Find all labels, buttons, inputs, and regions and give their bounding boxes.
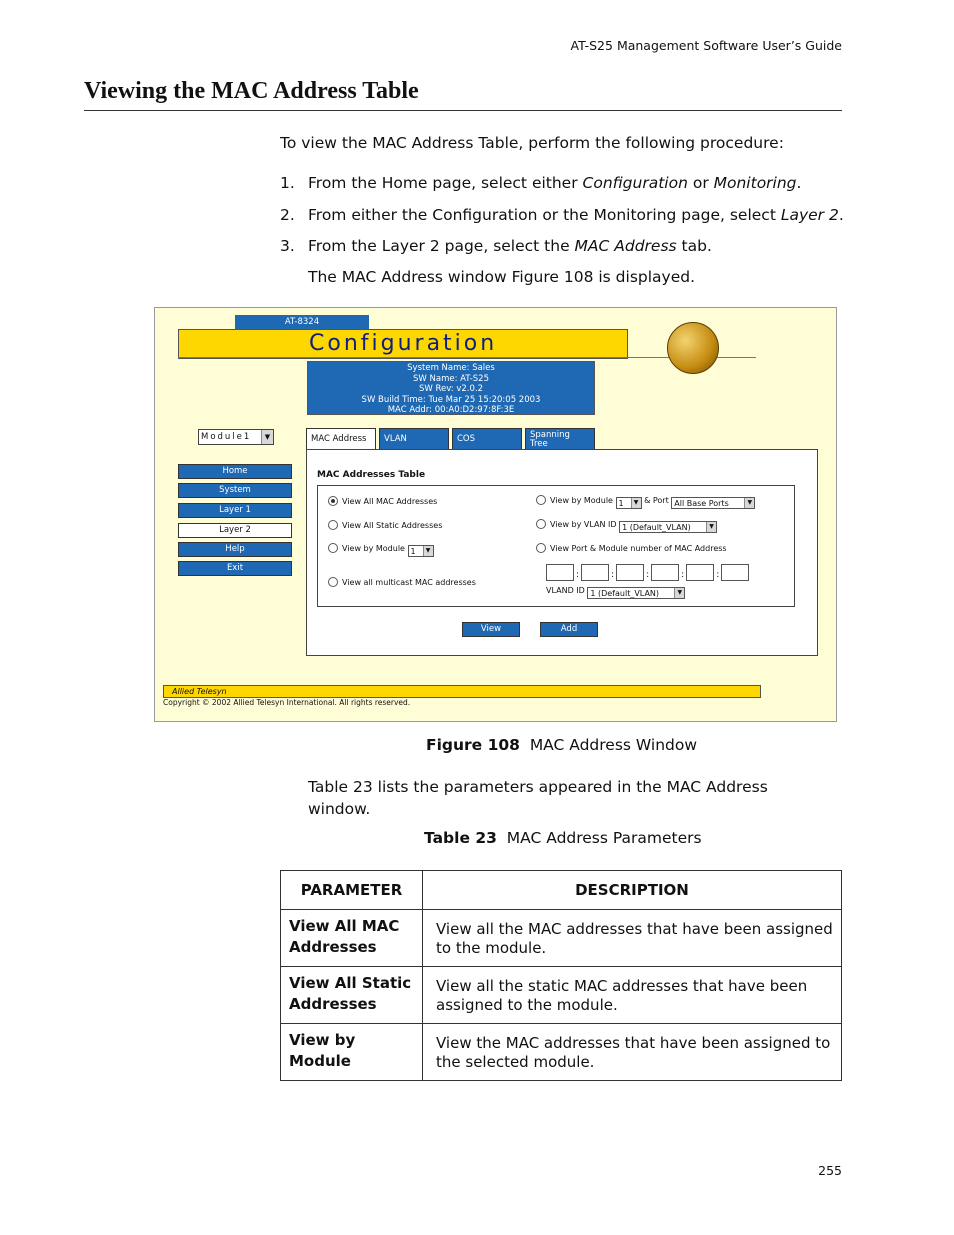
option-view-multicast[interactable]: View all multicast MAC addresses: [328, 577, 476, 587]
chevron-down-icon: ▼: [423, 546, 433, 556]
nav-help-button[interactable]: Help: [178, 542, 292, 557]
option-view-by-module-port[interactable]: View by Module 1 ▼ & Port All Base Ports ▼: [536, 495, 755, 509]
step-1: From the Home page, select either Configuration or Monitoring.: [308, 174, 802, 192]
chevron-down-icon: ▼: [674, 588, 684, 598]
device-tab: AT-8324: [235, 315, 369, 329]
intro-text: To view the MAC Address Table, perform the following procedure:: [280, 134, 784, 152]
radio-icon: [328, 543, 338, 553]
parameter-cell: View All Static Addresses: [281, 967, 423, 1024]
mac-octet-input[interactable]: [651, 564, 679, 581]
configuration-banner: Configuration: [178, 329, 628, 359]
radio-icon: [536, 543, 546, 553]
radio-icon: [536, 495, 546, 505]
option-view-all[interactable]: View All MAC Addresses: [328, 496, 437, 506]
parameter-cell: View by Module: [281, 1024, 423, 1081]
mac-octet-input[interactable]: [546, 564, 574, 581]
add-button[interactable]: Add: [540, 622, 598, 637]
radio-icon: [536, 519, 546, 529]
chevron-down-icon: ▼: [631, 498, 641, 508]
table-row: [281, 967, 842, 1024]
step-3: From the Layer 2 page, select the MAC Address tab.: [308, 237, 712, 255]
mac-octet-input[interactable]: [616, 564, 644, 581]
nav-home-button[interactable]: Home: [178, 464, 292, 479]
module-port-select[interactable]: 1 ▼: [616, 497, 642, 509]
mac-address-inputs: : : : : :: [546, 564, 749, 581]
radio-selected-icon: [328, 496, 338, 506]
table-row: [281, 1024, 842, 1081]
globe-logo-icon: [667, 322, 719, 374]
table-intro: Table 23 lists the parameters appeared in the MAC Address window.: [308, 778, 768, 818]
radio-icon: [328, 577, 338, 587]
allied-telesyn-logo: Allied Telesyn: [172, 687, 227, 696]
parameter-cell: View All MAC Addresses: [281, 910, 423, 967]
step-3-number: 3.: [280, 237, 295, 255]
mac-address-panel: [306, 449, 818, 656]
copyright-text: Copyright © 2002 Allied Telesyn International. All rights reserved.: [163, 698, 411, 707]
table-header-parameter: PARAMETER: [281, 871, 423, 910]
tab-vlan[interactable]: VLAN: [379, 428, 449, 449]
option-view-port-module[interactable]: View Port & Module number of MAC Address: [536, 543, 727, 553]
module-select[interactable]: Module1 ▼: [198, 429, 274, 445]
tab-cos[interactable]: COS: [452, 428, 522, 449]
tab-mac-address[interactable]: MAC Address: [306, 428, 376, 449]
chevron-down-icon: ▼: [261, 430, 273, 444]
footer-brand-bar: [163, 685, 761, 698]
options-box: [317, 485, 795, 607]
port-select[interactable]: All Base Ports ▼: [671, 497, 755, 509]
step-2: From either the Configuration or the Monitoring page, select Layer 2.: [308, 206, 844, 224]
nav-layer1-button[interactable]: Layer 1: [178, 503, 292, 518]
mac-octet-input[interactable]: [581, 564, 609, 581]
description-cell: View all the MAC addresses that have been assigned to the module.: [423, 910, 842, 967]
option-view-by-vlan[interactable]: View by VLAN ID 1 (Default_VLAN) ▼: [536, 519, 717, 533]
module-number-select[interactable]: 1 ▼: [408, 545, 434, 557]
chevron-down-icon: ▼: [706, 522, 716, 532]
parameters-table: [280, 870, 842, 1081]
option-view-by-module[interactable]: View by Module 1 ▼: [328, 543, 434, 557]
radio-icon: [328, 520, 338, 530]
tab-spanning-tree[interactable]: Spanning Tree: [525, 428, 595, 449]
page-number: 255: [818, 1163, 842, 1178]
mac-octet-input[interactable]: [686, 564, 714, 581]
table-header-description: DESCRIPTION: [423, 871, 842, 910]
title-rule: [84, 110, 842, 111]
section-title: Viewing the MAC Address Table: [84, 78, 419, 104]
view-button[interactable]: View: [462, 622, 520, 637]
table-caption: Table 23 MAC Address Parameters: [424, 829, 702, 847]
nav-system-button[interactable]: System: [178, 483, 292, 498]
mac-octet-input[interactable]: [721, 564, 749, 581]
step-note: The MAC Address window Figure 108 is displayed.: [308, 268, 696, 286]
nav-layer2-button[interactable]: Layer 2: [178, 523, 292, 538]
step-2-number: 2.: [280, 206, 295, 224]
system-info-box: System Name: Sales SW Name: AT-S25 SW Rev: v2.0.2 SW Build Time: Tue Mar 25 15:20:05 2003 MAC Addr: 00:A0:D2:97:8F:3E: [307, 361, 595, 415]
option-view-static[interactable]: View All Static Addresses: [328, 520, 442, 530]
table-row: [281, 910, 842, 967]
vland-select[interactable]: 1 (Default_VLAN) ▼: [587, 587, 685, 599]
mac-address-window-screenshot: [154, 307, 837, 722]
chevron-down-icon: ▼: [744, 498, 754, 508]
description-cell: View all the static MAC addresses that have been assigned to the module.: [423, 967, 842, 1024]
description-cell: View the MAC addresses that have been assigned to the selected module.: [423, 1024, 842, 1081]
nav-exit-button[interactable]: Exit: [178, 561, 292, 576]
panel-title: MAC Addresses Table: [317, 470, 426, 480]
figure-caption: Figure 108 MAC Address Window: [426, 736, 698, 754]
running-header: AT-S25 Management Software User’s Guide: [570, 38, 842, 53]
step-1-number: 1.: [280, 174, 295, 192]
vlan-select[interactable]: 1 (Default_VLAN) ▼: [619, 521, 717, 533]
vland-row: VLAND ID 1 (Default_VLAN) ▼: [546, 586, 685, 599]
